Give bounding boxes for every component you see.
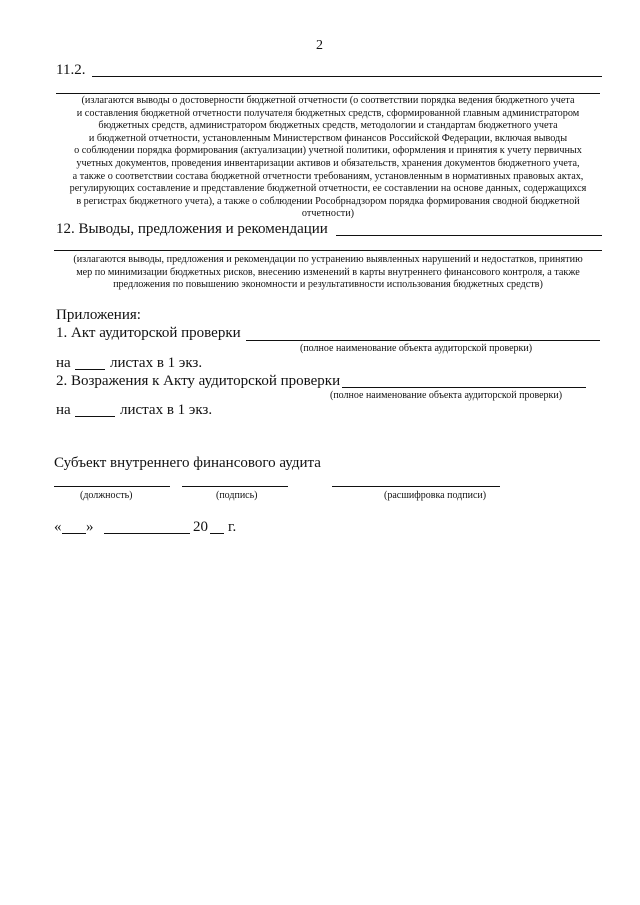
date-year-prefix: 20 bbox=[193, 519, 208, 535]
note-line: в регистрах бюджетного учета), а также о соблюдении Рособрнадзором порядка формирования сводной бюджетной bbox=[76, 195, 580, 207]
note-line: отчетности) bbox=[301, 208, 355, 220]
decoding-hint: (расшифровка подписи) bbox=[384, 490, 487, 501]
appendix-2-pages-prefix: на bbox=[56, 402, 71, 418]
date-close-quote: » bbox=[86, 519, 94, 535]
page-number: 2 bbox=[316, 38, 323, 53]
appendix-2-pages-line bbox=[75, 416, 115, 417]
date-year-line bbox=[210, 533, 224, 534]
section-12-note bbox=[50, 254, 606, 292]
position-hint: (должность) bbox=[80, 490, 133, 501]
section-11-2-number: 11.2. bbox=[56, 62, 86, 78]
note-line: регулирующих составление и представление бюджетной отчетности, ее составлении на основе данных, содержащихся bbox=[69, 183, 587, 195]
note-line: (излагаются выводы, предложения и рекомендации по устранению выявленных нарушений и недостатков, принятию bbox=[73, 254, 583, 265]
note-line: учетных документов, проведения инвентаризации активов и обязательств, хранения документов бюджетного учета, bbox=[76, 157, 580, 169]
date-year-suffix: г. bbox=[228, 519, 237, 535]
section-12-second-line bbox=[54, 250, 602, 251]
position-line bbox=[54, 486, 170, 487]
note-line: предложения по повышению экономности и результативности использования бюджетных средств) bbox=[113, 279, 543, 291]
signature-line bbox=[182, 486, 288, 487]
note-line: бюджетных средств, администратором бюджетных средств, методологии и стандартам бюджетного учета bbox=[98, 120, 558, 132]
note-line: а также о соответствии состава бюджетной отчетности требованиям, установленным в нормативных правовых актах, bbox=[72, 170, 584, 182]
note-line: мер по минимизации бюджетных рисков, внесению изменений в карты внутреннего финансового контроля, а также bbox=[76, 266, 580, 278]
appendix-1-fill-line bbox=[246, 340, 600, 341]
appendix-1-pages-suffix: листах в 1 экз. bbox=[110, 355, 203, 371]
note-line: и составления бюджетной отчетности получателя бюджетных средств, сформированной главным администратором bbox=[76, 107, 580, 119]
section-11-2-second-line bbox=[56, 93, 600, 94]
appendix-2-pages-suffix: листах в 1 экз. bbox=[120, 402, 213, 418]
appendix-1-pages-line bbox=[75, 369, 105, 370]
section-12-fill-line bbox=[336, 235, 602, 236]
section-11-2-fill-line bbox=[92, 76, 602, 77]
appendices-title: Приложения: bbox=[56, 307, 141, 323]
appendix-2-fill-line bbox=[342, 387, 586, 388]
signature-hint: (подпись) bbox=[216, 490, 258, 501]
audit-subject-label: Субъект внутреннего финансового аудита bbox=[54, 455, 321, 471]
note-line: о соблюдении порядка формирования (актуализации) учетной политики, оформления и принятия к учету первичных bbox=[74, 145, 582, 157]
appendix-1-hint: (полное наименование объекта аудиторской проверки) bbox=[300, 343, 533, 354]
section-11-2-note bbox=[50, 95, 606, 221]
appendix-1-label: 1. Акт аудиторской проверки bbox=[56, 325, 241, 341]
date-day-line bbox=[62, 533, 86, 534]
appendix-2-hint: (полное наименование объекта аудиторской проверки) bbox=[330, 390, 563, 401]
note-line: (излагаются выводы о достоверности бюджетной отчетности (о соответствии порядка ведения бюджетного учета bbox=[81, 95, 575, 106]
section-12-heading: 12. Выводы, предложения и рекомендации bbox=[56, 221, 328, 237]
decoding-line bbox=[332, 486, 500, 487]
appendix-1-pages-prefix: на bbox=[56, 355, 71, 371]
note-line: и бюджетной отчетности, установленным Министерством финансов Российской Федерации, включая выводы bbox=[88, 132, 568, 144]
appendix-2-label: 2. Возражения к Акту аудиторской проверки bbox=[56, 373, 341, 389]
date-open-quote: « bbox=[54, 519, 62, 535]
date-month-line bbox=[104, 533, 190, 534]
